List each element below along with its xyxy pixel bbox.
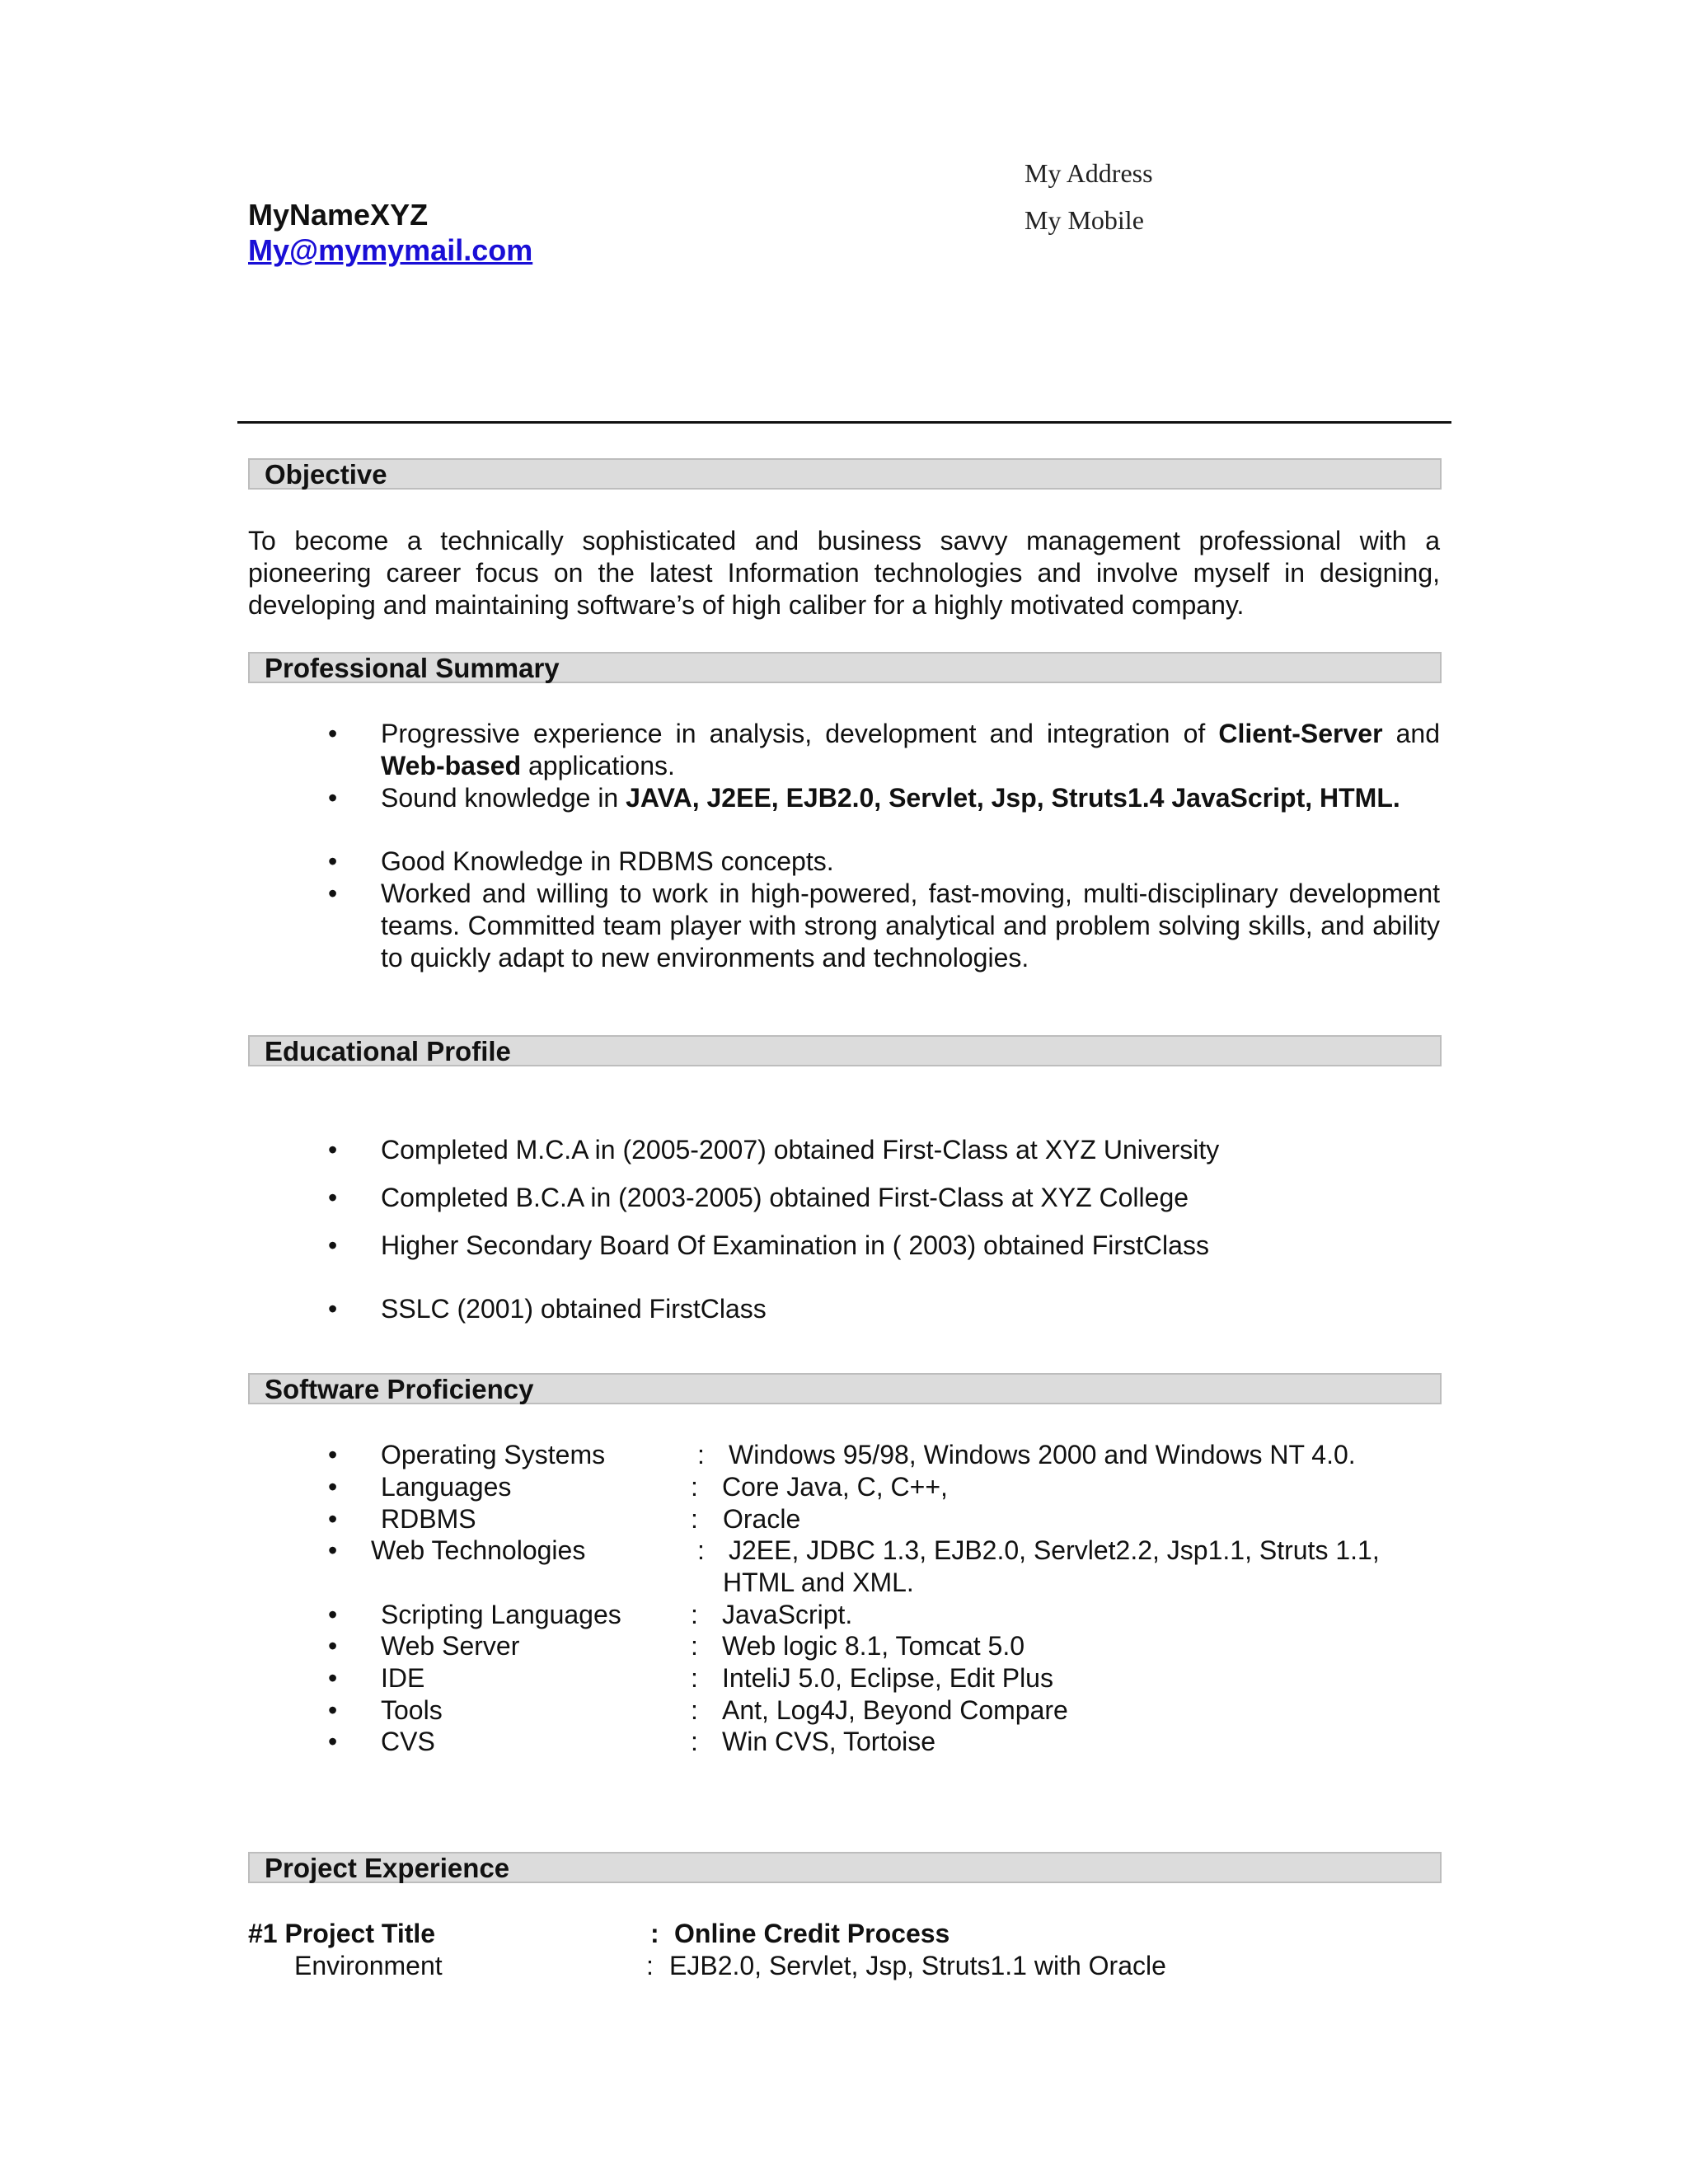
bullet-icon: • — [328, 1631, 338, 1661]
bullet-icon: • — [328, 1135, 338, 1165]
skill-label: CVS — [381, 1727, 435, 1756]
skill-value: Win CVS, Tortoise — [722, 1727, 936, 1756]
skill-label: IDE — [381, 1663, 425, 1693]
skill-colon: : — [691, 1695, 698, 1725]
summary-header — [248, 652, 1442, 683]
bullet-icon: • — [328, 1230, 338, 1260]
skill-label: Tools — [381, 1695, 443, 1725]
address-text: My Address — [1025, 158, 1153, 188]
bullet-icon: • — [328, 1504, 338, 1534]
bullet-icon: • — [328, 1727, 338, 1756]
project-title-label: #1 Project Title — [248, 1919, 436, 1948]
skill-label: Web Technologies — [371, 1535, 586, 1565]
header-divider — [237, 421, 1451, 424]
section-title: Project Experience — [265, 1853, 510, 1883]
skill-colon: : — [691, 1600, 698, 1629]
education-item: Higher Secondary Board Of Examination in ( 2003) obtained FirstClass — [381, 1230, 1209, 1260]
project-env-label: Environment — [294, 1951, 443, 1980]
skill-value: JavaScript. — [722, 1600, 853, 1629]
section-title: Objective — [265, 459, 387, 490]
section-title: Educational Profile — [265, 1036, 511, 1066]
skill-value: InteliJ 5.0, Eclipse, Edit Plus — [722, 1663, 1053, 1693]
section-title: Software Proficiency — [265, 1374, 534, 1404]
skill-colon: : — [691, 1504, 698, 1534]
skill-label: Operating Systems — [381, 1440, 606, 1469]
skill-label: Languages — [381, 1472, 512, 1502]
skill-value: J2EE, JDBC 1.3, EJB2.0, Servlet2.2, Jsp1.1, Struts 1.1, — [729, 1535, 1380, 1565]
skill-value: Web logic 8.1, Tomcat 5.0 — [722, 1631, 1025, 1661]
skill-colon: : — [691, 1472, 698, 1502]
bullet-icon: • — [328, 879, 338, 908]
objective-text: To become a technically sophisticated and business savvy management professional with a pioneering career focus on the latest Information technologies and involve myself in designing, developing and maintaining software’s of high caliber for a highly motivated company. — [248, 526, 1440, 620]
email-link[interactable]: My@mymymail.com — [248, 233, 533, 267]
mobile-text: My Mobile — [1025, 205, 1144, 235]
bullet-icon: • — [328, 1600, 338, 1629]
candidate-name: MyNameXYZ — [248, 198, 429, 232]
skill-label: RDBMS — [381, 1504, 476, 1534]
bullet-icon: • — [328, 1294, 338, 1324]
skill-value-continued: HTML and XML. — [723, 1568, 914, 1597]
summary-item: Sound knowledge in JAVA, J2EE, EJB2.0, Servlet, Jsp, Struts1.4 JavaScript, HTML. — [381, 783, 1400, 813]
bullet-icon: • — [328, 1183, 338, 1212]
bullet-icon: • — [328, 1535, 338, 1565]
skill-colon: : — [691, 1631, 698, 1661]
bullet-icon: • — [328, 719, 338, 748]
skill-colon: : — [697, 1535, 705, 1565]
summary-item: Worked and willing to work in high-powered, fast-moving, multi-disciplinary development teams. Committed team player with strong analytical and problem solving skills, and ability to quickly adapt to new environments and technologies. — [381, 879, 1440, 972]
bullet-icon: • — [328, 846, 338, 876]
skill-value: Windows 95/98, Windows 2000 and Windows NT 4.0. — [729, 1440, 1356, 1469]
project-env-value: EJB2.0, Servlet, Jsp, Struts1.1 with Oracle — [669, 1951, 1166, 1980]
skill-value: Ant, Log4J, Beyond Compare — [722, 1695, 1068, 1725]
skill-value: Oracle — [723, 1504, 801, 1534]
bullet-icon: • — [328, 1472, 338, 1502]
education-header — [248, 1035, 1442, 1066]
skill-label: Web Server — [381, 1631, 520, 1661]
education-item: Completed M.C.A in (2005-2007) obtained First-Class at XYZ University — [381, 1135, 1220, 1165]
skill-label: Scripting Languages — [381, 1600, 621, 1629]
skill-colon: : — [691, 1727, 698, 1756]
summary-item: Good Knowledge in RDBMS concepts. — [381, 846, 834, 876]
bullet-icon: • — [328, 1695, 338, 1725]
bullet-icon: • — [328, 1663, 338, 1693]
education-item: Completed B.C.A in (2003-2005) obtained First-Class at XYZ College — [381, 1183, 1189, 1212]
skill-value: Core Java, C, C++, — [722, 1472, 948, 1502]
skill-colon: : — [691, 1663, 698, 1693]
skill-colon: : — [697, 1440, 705, 1469]
bullet-icon: • — [328, 1440, 338, 1469]
objective-header — [248, 458, 1442, 490]
bullet-icon: • — [328, 783, 338, 813]
software-header — [248, 1373, 1442, 1404]
summary-item: Progressive experience in analysis, development and integration of Client-Server and Web-based applications. — [381, 719, 1441, 780]
section-title: Professional Summary — [265, 653, 560, 683]
education-item: SSLC (2001) obtained FirstClass — [381, 1294, 767, 1324]
project-colon: : — [646, 1951, 654, 1980]
project-colon: : — [650, 1919, 659, 1948]
projects-header — [248, 1852, 1442, 1883]
project-title-value: Online Credit Process — [674, 1919, 950, 1948]
